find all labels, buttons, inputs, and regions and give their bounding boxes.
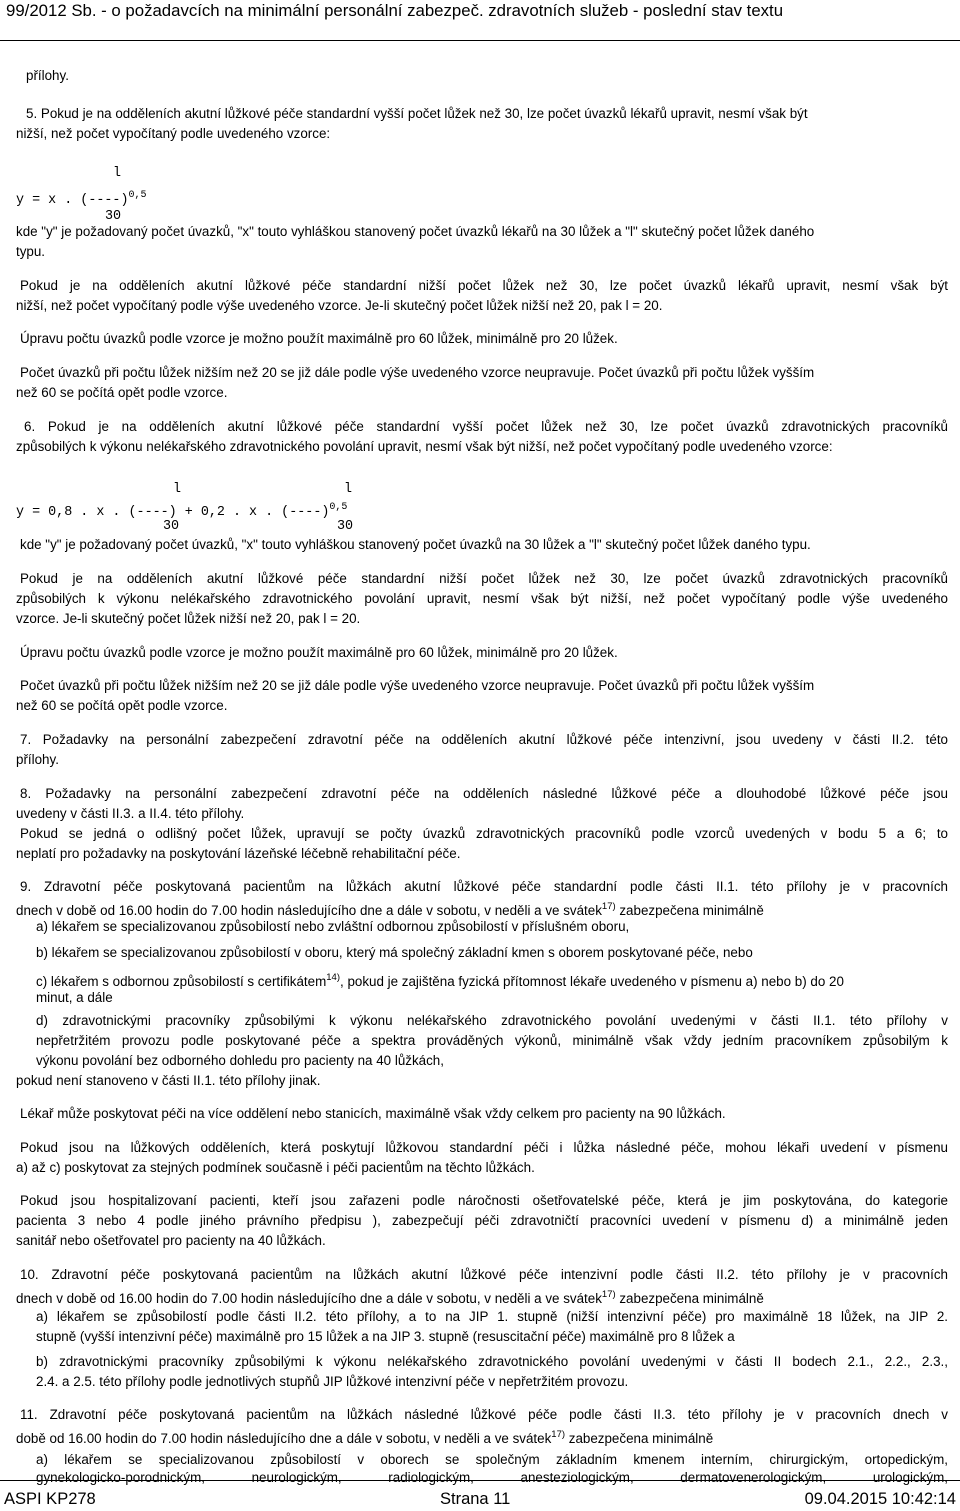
text-segment: zabezpečena minimálně <box>615 1291 764 1306</box>
text-line: a) lékařem se specializovanou způsobilostí nebo zvláštní odbornou způsobilostí v příslušném oboru, <box>36 919 630 934</box>
page-footer <box>0 1480 960 1511</box>
text-line: nižší, než počet vypočítaný podle výše uvedeného vzorce. Je-li skutečný počet lůžek nižší než 20, pak l = 20. <box>16 298 663 313</box>
text-line: nižší, než počet vypočítaný podle uvedeného vzorce: <box>16 126 331 141</box>
text-line: a) až c) poskytovat za stejných podmínek současně i péči pacientům na těchto lůžkách. <box>16 1160 535 1175</box>
text-line: 8. Požadavky na personální zabezpečení zdravotní péče na odděleních následné lůžkové péče a dlouhodobé lůžkové péče jsou <box>20 786 948 801</box>
text-line: stupně (vyšší intenzivní péče) maximálně pro 15 lůžek a na JIP 3. stupně (resuscitační péče) maximálně pro 8 lůžek a <box>36 1329 735 1344</box>
text-line: Pokud je na odděleních akutní lůžkové péče standardní nižší počet lůžek než 30, lze počet úvazků zdravotnických pracovníků <box>20 571 948 586</box>
text-segment: dnech v době od 16.00 hodin do 7.00 hodin následujícího dne a dále v sobotu, v neděli a ve svátek <box>16 903 602 918</box>
formula2-numerator-2: l <box>344 482 353 497</box>
text-line: b) lékařem se specializovanou způsobilostí v oboru, který má společný základní kmen s oborem poskytované péče, nebo <box>36 945 753 960</box>
text-line: přílohy. <box>26 68 69 83</box>
formula2-numerator-1: l <box>173 482 182 497</box>
text-line: 9. Zdravotní péče poskytovaná pacientům na lůžkách akutní lůžkové péče standardní podle části II.1. této přílohy je v pracovních <box>20 879 948 894</box>
formula1-denominator: 30 <box>105 209 122 224</box>
text-line: vzorce. Je-li skutečný počet lůžek nižší než 20, pak l = 20. <box>16 611 361 626</box>
text-line: 7. Požadavky na personální zabezpečení zdravotní péče na odděleních akutní lůžkové péče intenzivní, jsou uvedeny v části II.2. této <box>20 732 948 747</box>
text-line: přílohy. <box>16 752 59 767</box>
footnote-reference: 17) <box>601 1289 616 1300</box>
text-line: 2.4. a 2.5. této přílohy podle jednotlivých stupňů JIP lůžkové intenzivní péče v nepřetržitém provozu. <box>36 1374 629 1389</box>
text-segment: c) lékařem s odbornou způsobilostí s certifikátem <box>36 974 327 989</box>
footnote-reference: 17) <box>601 901 616 912</box>
text-line-with-footnote <box>36 968 948 992</box>
text-line: 11. Zdravotní péče poskytovaná pacientům na lůžkách následné lůžkové péče podle části II.3. této přílohy je v pracovních dnech v <box>20 1407 948 1422</box>
formula2-denominator-1: 30 <box>163 519 180 534</box>
text-line: výkonu povolání bez odborného dohledu pro pacienty na 40 lůžkách, <box>36 1053 444 1068</box>
footnote-reference: 17) <box>551 1429 566 1440</box>
text-line: neplatí pro požadavky na poskytování lázeňské léčebně rehabilitační péče. <box>16 846 461 861</box>
text-line: Pokud jsou hospitalizovaní pacienti, kteří jsou zařazeni podle náročnosti ošetřovatelské péče, která je jim poskytována, do kategorie <box>20 1193 948 1208</box>
formula2-denominator-2: 30 <box>337 519 354 534</box>
text-line: typu. <box>16 244 46 259</box>
formula1-expression <box>16 188 147 209</box>
text-line: kde "y" je požadovaný počet úvazků, "x" touto vyhláškou stanovený počet úvazků na 30 lůžek a "l" skutečný počet lůžek daného typu. <box>20 537 811 552</box>
document-title: 99/2012 Sb. - o požadavcích na minimální personální zabezpeč. zdravotních služeb - poslední stav textu <box>6 1 784 20</box>
text-line: 5. Pokud je na odděleních akutní lůžkové péče standardní vyšší počet lůžek než 30, lze počet úvazků lékařů upravit, nesmí však být <box>26 106 808 121</box>
text-line: než 60 se počítá opět podle vzorce. <box>16 385 228 400</box>
formula1-main: y = x . (----) <box>16 193 129 208</box>
text-line: nepřetržitém provozu podle poskytované péče a spektra prováděných výkonů, minimálně však vždy jedním pracovníkem způsobilým k <box>36 1033 948 1048</box>
formula1-exponent: 0,5 <box>128 190 147 201</box>
text-line: a) lékařem se specializovanou způsobilostí v oborech se společným základním kmenem interním, chirurgickým, ortopedickým, <box>36 1452 948 1467</box>
text-line: b) zdravotnickými pracovníky způsobilými k výkonu nelékařského zdravotnického povolání uvedenými v části II bodech 2.1., 2.2., 2.3., <box>36 1354 948 1369</box>
text-segment: zabezpečena minimálně <box>615 903 764 918</box>
footer-page-number: Strana 11 <box>440 1490 511 1508</box>
text-segment: době od 16.00 hodin do 7.00 hodin následujícího dne a dále v sobotu, v neděli a ve svátek <box>16 1431 552 1446</box>
text-line: způsobilých k výkonu nelékařského zdravotnického povolání upravit, nesmí však být nižší, než počet vypočítaný podle výše uvedeného <box>16 591 948 606</box>
formula2-expression <box>16 500 347 521</box>
text-line: Úpravu počtu úvazků podle vzorce je možno použít maximálně pro 60 lůžek, minimálně pro 20 lůžek. <box>20 645 618 660</box>
footer-source: ASPI KP278 <box>4 1490 96 1508</box>
text-line: kde "y" je požadovaný počet úvazků, "x" touto vyhláškou stanovený počet úvazků lékařů na 30 lůžek a "l" skutečný počet lůžek daného <box>16 224 815 239</box>
text-line: způsobilých k výkonu nelékařského zdravotnického povolání upravit, nesmí však být nižší, než počet vypočítaný podle uvedeného vzorce: <box>16 439 833 454</box>
text-line: d) zdravotnickými pracovníky způsobilými k výkonu nelékařského zdravotnického povolání uvedenými v části II.1. této přílohy v <box>36 1013 948 1028</box>
text-line-with-footnote <box>16 1425 948 1449</box>
text-segment: , pokud je zajištěna fyzická přítomnost lékaře uvedeného v písmenu a) nebo b) do 20 <box>340 974 844 989</box>
text-line: sanitář nebo ošetřovatel pro pacienty na 40 lůžkách. <box>16 1233 326 1248</box>
text-line: než 60 se počítá opět podle vzorce. <box>16 698 228 713</box>
formula2-exponent: 0,5 <box>329 502 348 513</box>
text-line: Pokud jsou na lůžkových odděleních, která poskytují lůžkovou standardní péči i lůžka následné péče, mohou lékaři uvedení v písmenu <box>20 1140 948 1155</box>
formula2-main: y = 0,8 . x . (----) + 0,2 . x . (----) <box>16 505 330 520</box>
text-line: 6. Pokud je na odděleních akutní lůžkové péče standardní vyšší počet lůžek než 30, lze počet úvazků zdravotnických pracovníků <box>24 419 948 434</box>
text-line: uvedeny v části II.3. a II.4. této přílohy. <box>16 806 245 821</box>
text-segment: dnech v době od 16.00 hodin do 7.00 hodin následujícího dne a dále v sobotu, v neděli a ve svátek <box>16 1291 602 1306</box>
text-line: Lékař může poskytovat péči na více oddělení nebo stanicích, maximálně však vždy celkem pro pacienty na 90 lůžkách. <box>20 1106 726 1121</box>
text-line: minut, a dále <box>36 990 113 1005</box>
text-line: Úpravu počtu úvazků podle vzorce je možno použít maximálně pro 60 lůžek, minimálně pro 20 lůžek. <box>20 331 618 346</box>
text-line: Pokud je na odděleních akutní lůžkové péče standardní nižší počet lůžek než 30, lze počet úvazků lékařů upravit, nesmí však být <box>20 278 948 293</box>
text-line: pacienta 3 nebo 4 podle jiného právního předpisu ), zabezpečují péči zdravotničtí pracovníci uvedení v písmenu d) a minimálně jeden <box>16 1213 948 1228</box>
text-segment: zabezpečena minimálně <box>565 1431 714 1446</box>
text-line-with-footnote <box>16 1285 948 1309</box>
text-line: Počet úvazků při počtu lůžek nižším než 20 se již dále podle výše uvedeného vzorce neupravuje. Počet úvazků při počtu lůžek vyšším <box>20 678 815 693</box>
formula1-numerator: l <box>113 166 122 181</box>
text-line-with-footnote <box>16 897 948 921</box>
text-line: a) lékařem se způsobilostí podle části II.2. této přílohy, a to na JIP 1. stupně (nižší intenzivní péče) pro maximálně 18 lůžek, na JIP 2. <box>36 1309 948 1324</box>
text-line: 10. Zdravotní péče poskytovaná pacientům na lůžkách akutní lůžkové péče intenzivní podle části II.2. této přílohy je v pracovních <box>20 1267 948 1282</box>
footnote-reference: 14) <box>326 972 340 983</box>
text-line: pokud není stanoveno v části II.1. této přílohy jinak. <box>16 1073 321 1088</box>
text-line: gynekologicko-porodnickým, neurologickým, radiologickým, anesteziologickým, dermatovenerologickým, urologickým, <box>36 1470 948 1485</box>
text-line: Pokud se jedná o odlišný počet lůžek, upravují se počty úvazků zdravotnických pracovníků podle vzorců uvedených v bodu 5 a 6; to <box>20 826 948 841</box>
footer-timestamp: 09.04.2015 10:42:14 <box>804 1490 956 1508</box>
text-line: Počet úvazků při počtu lůžek nižším než 20 se již dále podle výše uvedeného vzorce neupravuje. Počet úvazků při počtu lůžek vyšším <box>20 365 815 380</box>
